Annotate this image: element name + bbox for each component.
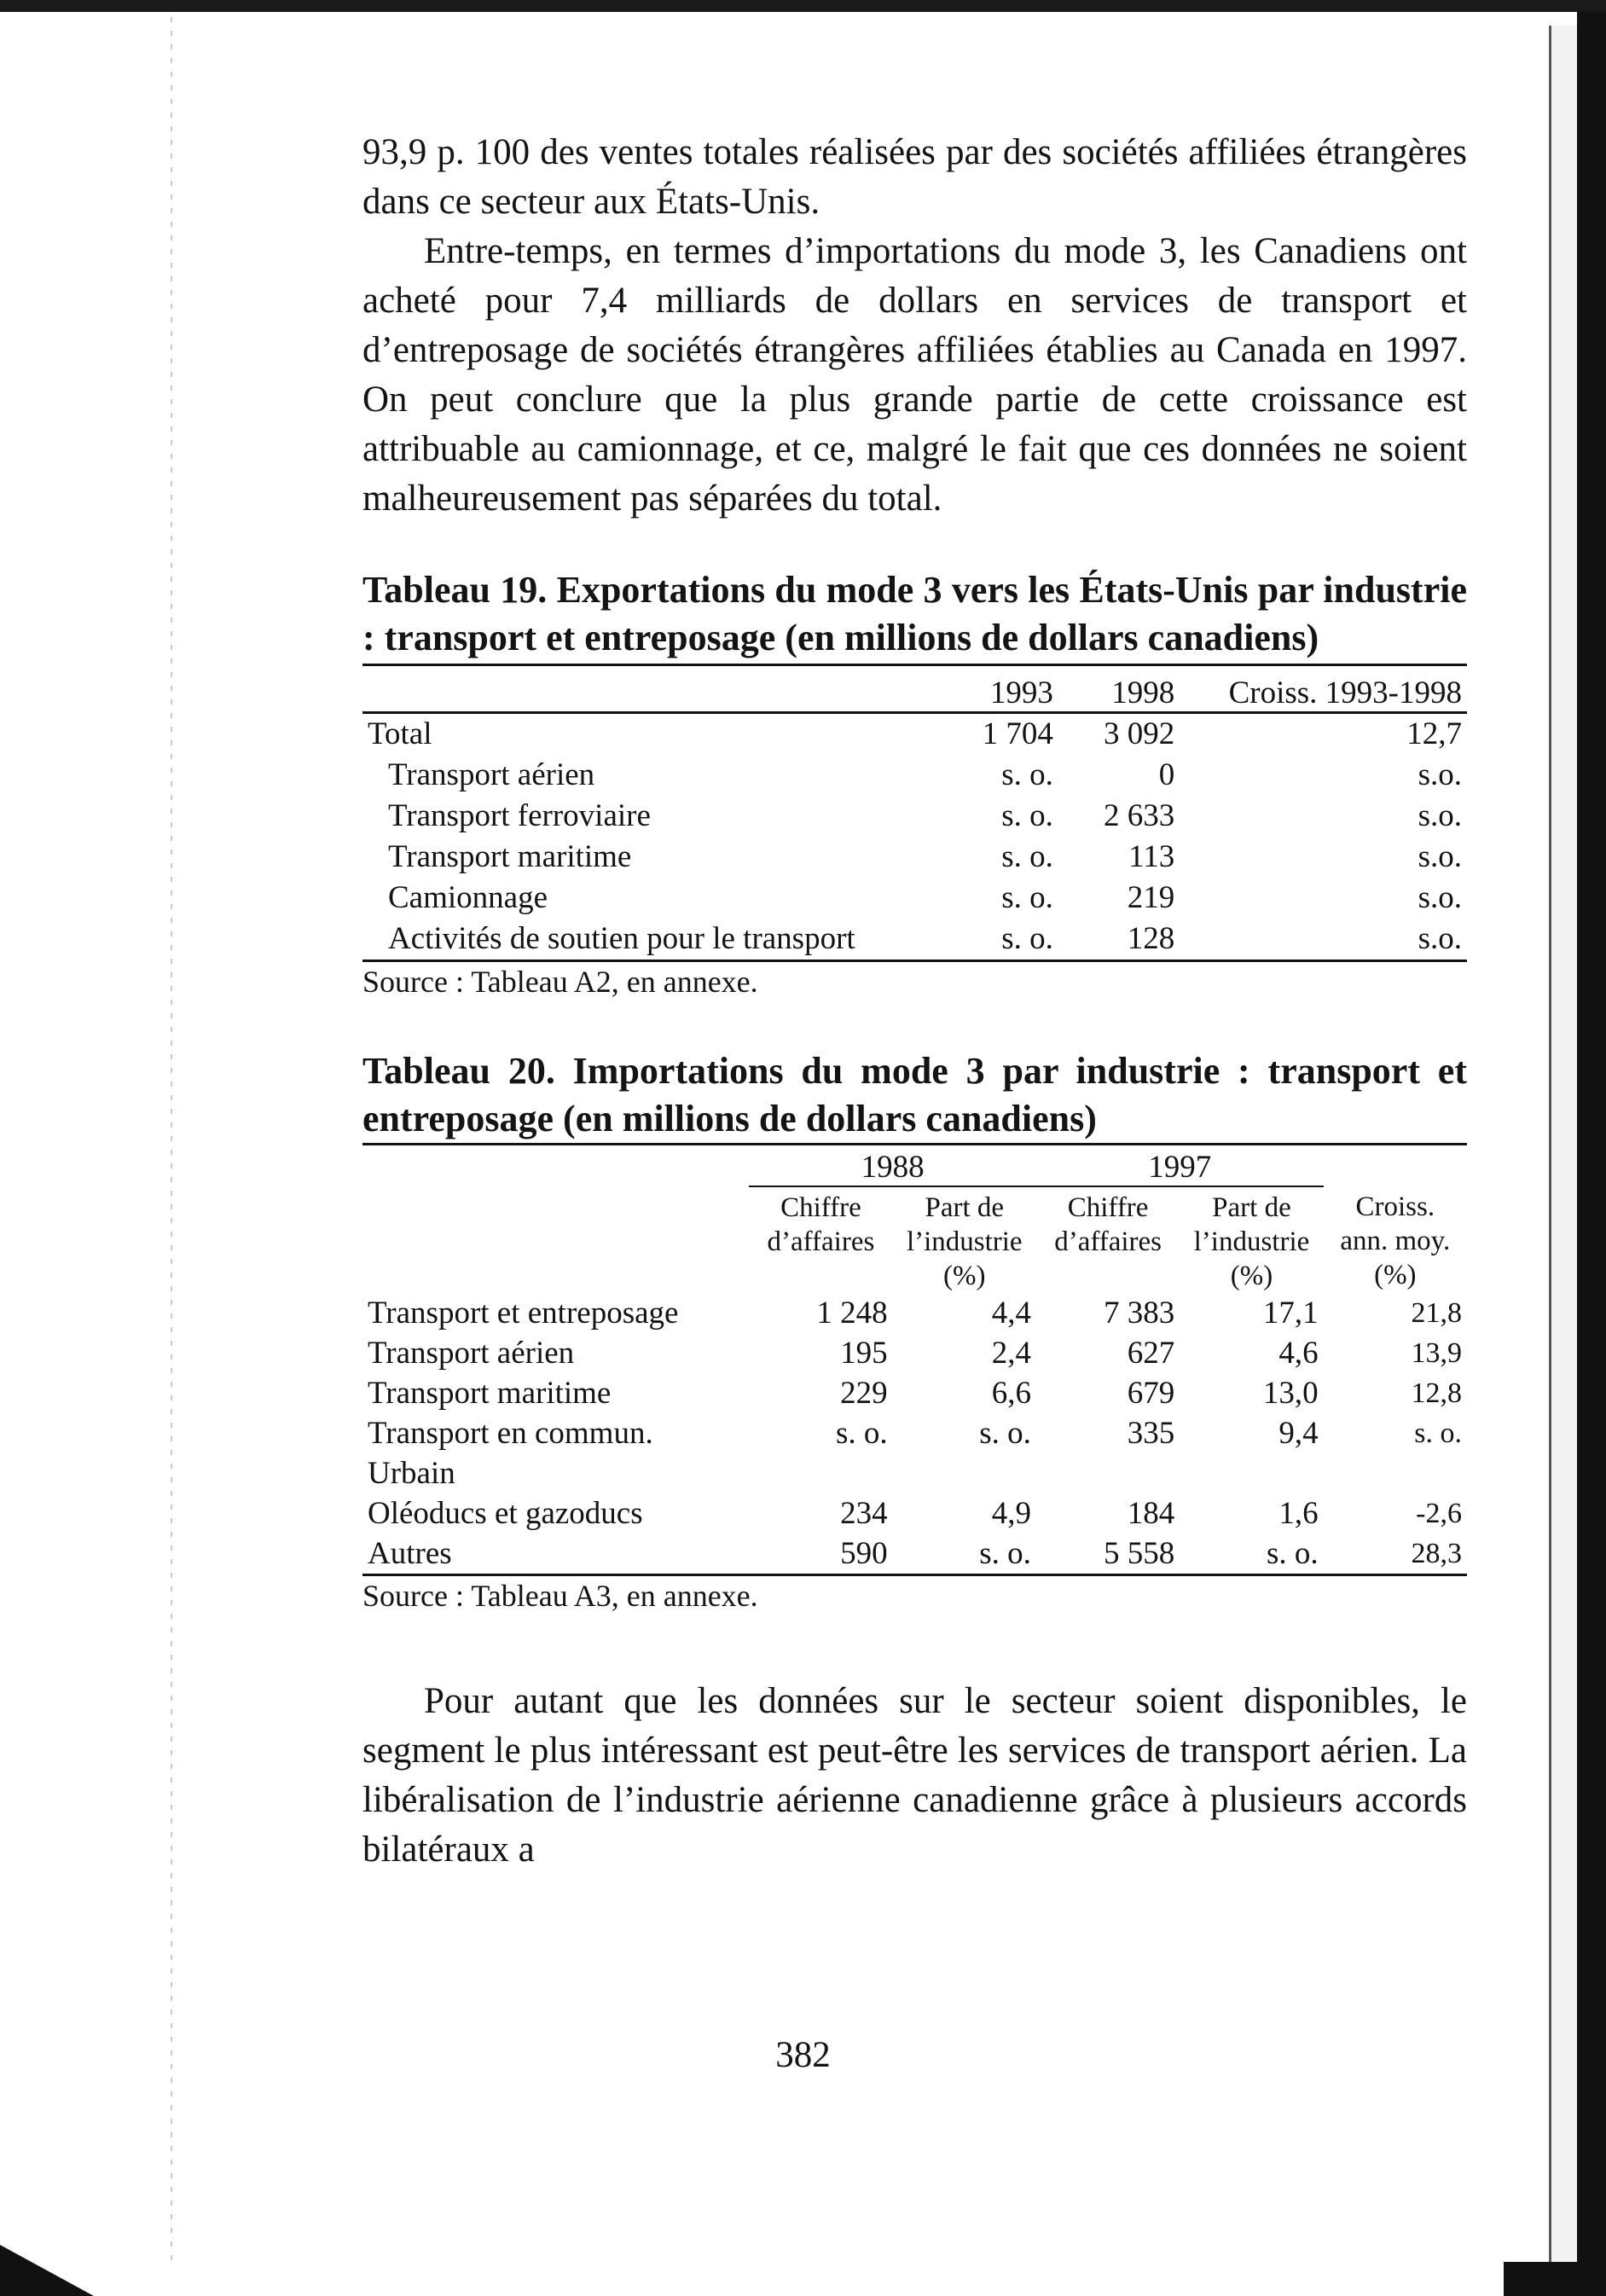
table20-cell-ca88: 234 xyxy=(840,1496,888,1531)
table19-cell-growth: s.o. xyxy=(1418,880,1462,915)
table19-cell-1998: 0 xyxy=(1158,757,1175,792)
table19-cell-1993: s. o. xyxy=(936,919,1058,961)
table19-cell-1993: s. o. xyxy=(1001,798,1053,833)
table20-year-1988: 1988 xyxy=(749,1149,1036,1186)
closing-paragraph: Pour autant que les données sur le secteur soient disponibles, le segment le plus intéressant est peut-être les services de transport aérien. La libéralisation de l’industrie aérienne canadienne grâce à plusieurs accords bilatéraux a xyxy=(362,1681,1467,1870)
table20-header-chiffre-1997: Chiffre d’affaires xyxy=(1054,1192,1162,1257)
table19-cell-1998: 2 633 xyxy=(1104,798,1175,833)
table20-row-label: Transport en commun. Urbain xyxy=(368,1416,653,1491)
table20-header-part-1988: Part de l’industrie (%) xyxy=(906,1192,1023,1291)
table-row xyxy=(362,796,1467,837)
table20-cell-growth: 21,8 xyxy=(1411,1297,1462,1329)
table19-header-growth: Croiss. 1993-1998 xyxy=(1180,673,1467,713)
table19-cell-1993: 1 704 xyxy=(982,716,1053,751)
table19-cell-1998: 128 xyxy=(1058,919,1180,961)
table19-header-1993: 1993 xyxy=(936,673,1058,713)
intro-paragraph-2: Entre-temps, en termes d’importations du mode 3, les Canadiens ont acheté pour 7,4 milliards de dollars en services de transport et d’entreposage de sociétés étrangères affiliées établies au Canada en 1997. On peut conclure que la plus grande partie de cette croissance est attribuable au camionnage, et ce, malgré le fait que ces données ne soient malheureusement pas séparées du total. xyxy=(362,231,1467,519)
page-content xyxy=(362,128,1467,1875)
table-row xyxy=(362,1333,1467,1373)
table-row xyxy=(362,755,1467,796)
scan-margin-line xyxy=(171,17,172,2269)
table20-cell-ca88: 229 xyxy=(840,1376,888,1411)
table19-caption: Tableau 19. Exportations du mode 3 vers les États-Unis par industrie : transport et entreposage (en millions de dollars canadiens) xyxy=(362,569,1467,658)
page-number: 382 xyxy=(775,2035,831,2075)
table-row xyxy=(362,713,1467,756)
table20-cell-growth: 28,3 xyxy=(1324,1534,1467,1575)
table20-cell-ca97: 184 xyxy=(1127,1496,1175,1531)
scan-edge-right-inner xyxy=(1549,26,1577,2277)
table19-source: Source : Tableau A2, en annexe. xyxy=(362,965,758,999)
table20-cell-pi97: 13,0 xyxy=(1262,1376,1319,1411)
table-row xyxy=(362,1373,1467,1413)
scan-edge-right xyxy=(1577,12,1606,2296)
table-row xyxy=(362,919,1467,961)
table20-cell-ca88: 1 248 xyxy=(816,1296,888,1331)
table20-cell-ca88: s. o. xyxy=(835,1416,888,1451)
table20-source: Source : Tableau A3, en annexe. xyxy=(362,1579,758,1613)
table19-cell-growth: 12,7 xyxy=(1406,716,1462,751)
table20-cell-pi88: 6,6 xyxy=(991,1376,1031,1411)
table20-cell-pi97: 9,4 xyxy=(1278,1416,1319,1451)
table20-cell-ca88: 195 xyxy=(840,1336,888,1371)
table19-header-label xyxy=(362,673,936,713)
table20-cell-ca88: 590 xyxy=(749,1534,892,1575)
table-row xyxy=(362,837,1467,878)
scan-edge-bottom-right xyxy=(1504,2262,1606,2296)
table20-cell-growth: s. o. xyxy=(1414,1418,1462,1449)
table20-cell-pi97: 17,1 xyxy=(1262,1296,1319,1331)
table20-header-chiffre-1988: Chiffre d’affaires xyxy=(767,1192,875,1257)
table20-cell-growth: 12,8 xyxy=(1411,1377,1462,1409)
table20-cell-ca97: 7 383 xyxy=(1104,1296,1175,1331)
table20-cell-pi97: s. o. xyxy=(1180,1534,1323,1575)
table20-row-label: Transport et entreposage xyxy=(368,1296,679,1331)
table20-year-1997: 1997 xyxy=(1036,1149,1324,1186)
table19-cell-1993: s. o. xyxy=(1001,839,1053,874)
table19-row-label: Total xyxy=(368,716,432,751)
table20-cell-ca97: 5 558 xyxy=(1036,1534,1180,1575)
table-row xyxy=(362,1493,1467,1534)
table20-cell-pi88: 2,4 xyxy=(991,1336,1031,1371)
table20 xyxy=(362,1143,1467,1576)
table19-cell-growth: s.o. xyxy=(1418,757,1462,792)
scan-edge-bottom-left xyxy=(0,2245,94,2296)
table19-row-label: Activités de soutien pour le transport xyxy=(362,919,936,961)
table20-row-label: Oléoducs et gazoducs xyxy=(368,1496,643,1531)
table20-header-growth: Croiss. ann. moy. (%) xyxy=(1340,1191,1451,1290)
table19-row-label: Camionnage xyxy=(388,880,548,915)
table19-cell-growth: s.o. xyxy=(1418,798,1462,833)
table20-cell-growth: 13,9 xyxy=(1411,1337,1462,1369)
table20-cell-pi88: s. o. xyxy=(979,1416,1031,1451)
table-row xyxy=(362,1534,1467,1575)
table19 xyxy=(362,664,1467,962)
table19-cell-growth: s.o. xyxy=(1180,919,1467,961)
table20-cell-ca97: 679 xyxy=(1127,1376,1175,1411)
table20-row-label: Transport aérien xyxy=(368,1336,575,1371)
table19-cell-1993: s. o. xyxy=(1001,757,1053,792)
table20-cell-growth: -2,6 xyxy=(1416,1498,1462,1529)
table20-cell-ca97: 627 xyxy=(1127,1336,1175,1371)
table20-cell-pi97: 1,6 xyxy=(1278,1496,1319,1531)
table19-cell-1998: 3 092 xyxy=(1104,716,1175,751)
table19-row-label: Transport ferroviaire xyxy=(388,798,651,833)
table19-row-label: Transport maritime xyxy=(388,839,632,874)
table19-cell-1998: 219 xyxy=(1127,880,1175,915)
table19-cell-growth: s.o. xyxy=(1418,839,1462,874)
intro-paragraph-1: 93,9 p. 100 des ventes totales réalisées par des sociétés affiliées étrangères dans ce secteur aux États-Unis. xyxy=(362,132,1467,222)
table20-header-part-1997: Part de l’industrie (%) xyxy=(1193,1192,1310,1291)
table-row xyxy=(362,878,1467,919)
table19-cell-1993: s. o. xyxy=(1001,880,1053,915)
table20-row-label: Transport maritime xyxy=(368,1376,612,1411)
table20-cell-pi88: s. o. xyxy=(893,1534,1036,1575)
table19-header-1998: 1998 xyxy=(1058,673,1180,713)
table20-cell-pi88: 4,4 xyxy=(991,1296,1031,1331)
table19-cell-1998: 113 xyxy=(1128,839,1175,874)
table-row xyxy=(362,1293,1467,1333)
table20-cell-pi88: 4,9 xyxy=(991,1496,1031,1531)
table20-row-label: Autres xyxy=(362,1534,749,1575)
table20-caption: Tableau 20. Importations du mode 3 par industrie : transport et entreposage (en millions de dollars canadiens) xyxy=(362,1050,1467,1139)
scan-edge-top xyxy=(0,0,1606,12)
table-row xyxy=(362,1413,1467,1493)
table19-row-label: Transport aérien xyxy=(388,757,595,792)
table20-cell-pi97: 4,6 xyxy=(1278,1336,1319,1371)
table20-cell-ca97: 335 xyxy=(1127,1416,1175,1451)
